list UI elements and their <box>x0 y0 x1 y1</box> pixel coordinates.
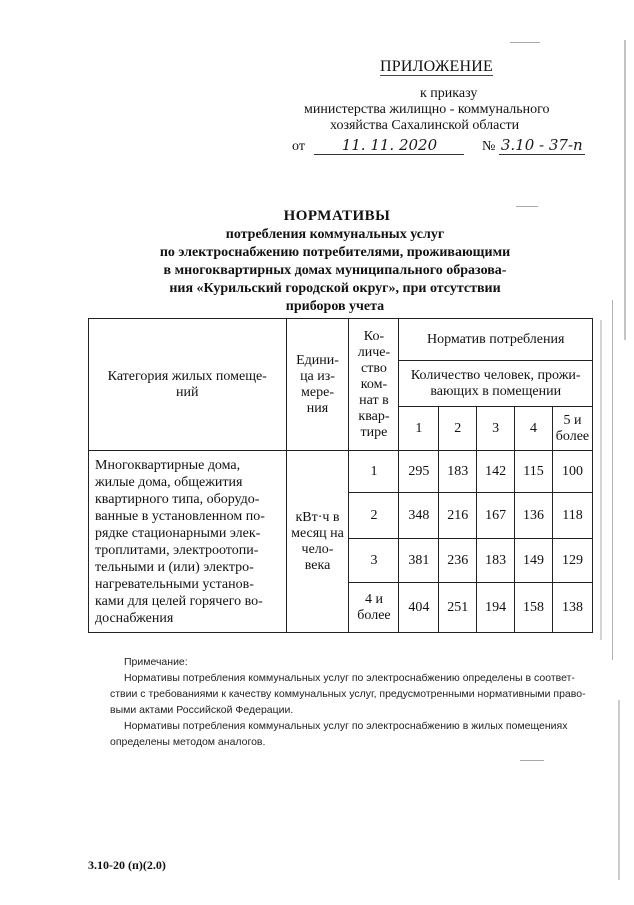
value-cell: 194 <box>477 583 515 633</box>
table-row <box>89 451 593 493</box>
value-cell: 216 <box>439 493 477 539</box>
rooms-cell: 2 <box>349 493 399 539</box>
value-cell: 404 <box>399 583 439 633</box>
value-cell: 142 <box>477 451 515 493</box>
order-date-number-row <box>292 136 592 158</box>
order-number-field: 3.10 - 37-п <box>499 136 585 155</box>
header-category: Категория жилых помеще- ний <box>89 319 287 451</box>
value-cell: 129 <box>552 539 592 583</box>
order-date-field: 11. 11. 2020 <box>314 136 464 155</box>
value-cell: 236 <box>439 539 477 583</box>
value-cell: 183 <box>439 451 477 493</box>
value-cell: 118 <box>552 493 592 539</box>
date-prefix: от <box>292 139 305 154</box>
header-rooms: Ко- личе- ство ком- нат в квар- тире <box>349 319 399 451</box>
note-paragraph-2: Нормативы потребления коммунальных услуг по электроснабжению в жилых помещениях определены методом аналогов. <box>110 720 568 748</box>
header-persons: Количество человек, прожи- вающих в помещении <box>399 361 593 407</box>
appendix-region-line: хозяйства Сахалинской области <box>330 118 520 133</box>
subtitle-line-5: приборов учета <box>285 299 385 314</box>
header-persons-1: 1 <box>399 407 439 451</box>
document-title: НОРМАТИВЫ <box>283 208 391 224</box>
header-persons-4: 4 <box>515 407 553 451</box>
rooms-cell: 4 и более <box>349 583 399 633</box>
value-cell: 100 <box>552 451 592 493</box>
note-paragraph-1: Нормативы потребления коммунальных услуг по электроснабжению определены в соответ- ствии с требованиями к качеству коммунальных услуг, предусмотренными нормативными право- выми актами Российской Федерации. <box>110 672 586 716</box>
value-cell: 167 <box>477 493 515 539</box>
header-persons-2: 2 <box>439 407 477 451</box>
value-cell: 158 <box>515 583 553 633</box>
appendix-ministry-line: министерства жилищно - коммунального <box>304 102 550 117</box>
footer-form-code: 3.10-20 (п)(2.0) <box>88 858 166 872</box>
value-cell: 295 <box>399 451 439 493</box>
rooms-cell: 1 <box>349 451 399 493</box>
header-persons-5-plus: 5 и более <box>552 407 592 451</box>
note-label: Примечание: <box>124 656 188 668</box>
header-persons-3: 3 <box>477 407 515 451</box>
value-cell: 183 <box>477 539 515 583</box>
value-cell: 251 <box>439 583 477 633</box>
number-prefix: № <box>481 139 496 154</box>
value-cell: 381 <box>399 539 439 583</box>
category-cell: Многоквартирные дома, жилые дома, общежития квартирного типа, оборудо- ванные в установленном по- рядке стационарными элек- троплитами, электроотопи- тельными и (или) электро- нагревательными установ- ками для целей горячего во- доснабжения <box>89 451 287 633</box>
norms-table <box>88 318 593 633</box>
value-cell: 149 <box>515 539 553 583</box>
value-cell: 138 <box>552 583 592 633</box>
header-norm: Норматив потребления <box>399 319 593 361</box>
value-cell: 115 <box>515 451 553 493</box>
subtitle-line-2: по электроснабжению потребителями, проживающими <box>159 245 511 260</box>
subtitle-line-4: ния «Курильский городской округ», при отсутствии <box>169 281 501 296</box>
unit-cell: кВт·ч в месяц на чело- века <box>286 451 349 633</box>
appendix-title: ПРИЛОЖЕНИЕ <box>380 58 494 75</box>
subtitle-line-1: потребления коммунальных услуг <box>225 227 445 242</box>
value-cell: 136 <box>515 493 553 539</box>
value-cell: 348 <box>399 493 439 539</box>
header-unit: Едини- ца из- мере- ния <box>286 319 349 451</box>
rooms-cell: 3 <box>349 539 399 583</box>
subtitle-line-3: в многоквартирных домах муниципального образова- <box>163 263 507 278</box>
appendix-order-line: к приказу <box>420 86 478 101</box>
